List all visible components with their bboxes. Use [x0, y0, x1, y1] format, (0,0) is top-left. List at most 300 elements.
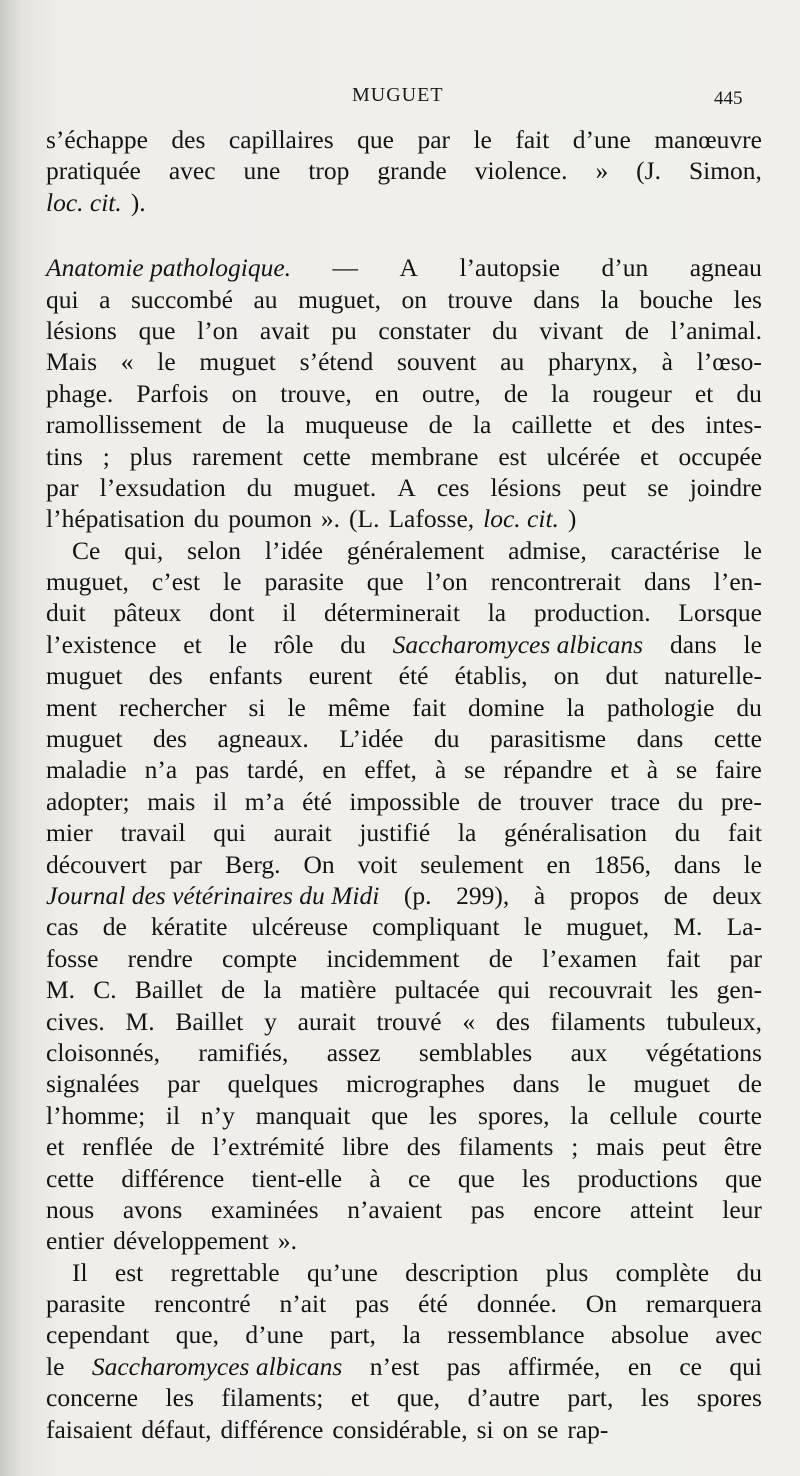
- word: recouvrait: [548, 975, 652, 1005]
- word: avec: [715, 1320, 762, 1350]
- word: rarement: [192, 441, 283, 471]
- word: muqueuse: [304, 410, 409, 440]
- word: rencontrerait: [490, 567, 621, 597]
- word: succombé: [130, 284, 233, 314]
- word: mais: [596, 1132, 645, 1162]
- word: l’hépatisation: [46, 504, 185, 534]
- word: de: [102, 912, 127, 942]
- word: pharynx,: [547, 347, 638, 377]
- text-line: [46, 1068, 762, 1099]
- word: dans: [644, 567, 691, 597]
- word: aurait: [273, 818, 332, 848]
- word: faire: [715, 755, 762, 785]
- word: développement: [113, 1226, 269, 1256]
- word: qui: [729, 1351, 762, 1381]
- word: que: [457, 1163, 495, 1193]
- word: filaments: [458, 1132, 554, 1162]
- word: des: [406, 1132, 441, 1162]
- word: 1856,: [593, 849, 651, 879]
- word: les: [521, 1163, 551, 1193]
- word: rencontré: [154, 1289, 251, 1319]
- word: que,: [175, 1320, 219, 1350]
- text-line: [46, 974, 762, 1005]
- word: M.: [673, 912, 703, 942]
- word: se: [464, 755, 486, 785]
- word: cette: [46, 1163, 95, 1193]
- word: des: [495, 1006, 530, 1036]
- text-line: [46, 1131, 762, 1162]
- word: on: [231, 378, 258, 408]
- text-line: [46, 503, 762, 534]
- text-line: [46, 1163, 762, 1194]
- word: L’idée: [339, 724, 404, 754]
- word: et: [350, 1383, 370, 1413]
- word: leur: [722, 1194, 762, 1224]
- paragraph: [46, 1257, 762, 1445]
- word: cette: [302, 441, 351, 471]
- word: semblables: [418, 1037, 533, 1067]
- word: du: [736, 1257, 762, 1287]
- word: pas: [195, 755, 230, 785]
- word: entier: [46, 1226, 105, 1256]
- word: le: [46, 1351, 65, 1381]
- word: capillaires: [228, 125, 334, 154]
- word: qui: [497, 975, 531, 1005]
- italic-word: loc. cit.: [483, 504, 559, 534]
- word: on: [401, 284, 427, 314]
- word: dut: [605, 661, 639, 691]
- word: de: [428, 410, 453, 440]
- text-line: [46, 284, 762, 315]
- word: joindre: [689, 472, 762, 502]
- word: intes-: [705, 410, 762, 440]
- text-line: [46, 155, 762, 186]
- word: pas: [446, 1351, 481, 1381]
- word: et: [46, 1132, 65, 1162]
- word: Simon,: [688, 156, 762, 186]
- word: il: [282, 598, 297, 628]
- italic-word: Saccharomyces albicans: [91, 1351, 343, 1381]
- word: généralement: [346, 535, 485, 565]
- word: muguet.: [293, 472, 377, 502]
- word: de: [222, 410, 247, 440]
- text-line: [46, 1100, 762, 1131]
- word: par: [167, 1069, 200, 1099]
- word: lésions: [46, 315, 117, 345]
- word: cloisonnés,: [46, 1037, 161, 1067]
- word: le: [223, 567, 242, 597]
- text-line: [46, 1006, 762, 1037]
- word: même: [327, 692, 391, 722]
- word: complète: [615, 1257, 710, 1287]
- word: par: [417, 125, 450, 154]
- word: d’une: [245, 1320, 304, 1350]
- paragraph: [46, 252, 762, 535]
- word: (L.: [349, 504, 380, 534]
- word: On: [303, 849, 335, 879]
- word: le: [743, 629, 762, 659]
- word: ulcéreuse: [251, 912, 348, 942]
- word: été: [418, 1289, 448, 1319]
- word: concerne: [46, 1383, 139, 1413]
- paragraph: [46, 535, 762, 1257]
- word: muguet: [46, 661, 123, 691]
- text-line: [46, 660, 762, 691]
- word: l’idée: [264, 535, 323, 565]
- word: avait: [259, 315, 310, 345]
- word: les: [670, 975, 699, 1005]
- word: le: [587, 1069, 606, 1099]
- text-line: [46, 723, 762, 754]
- word: l’autopsie: [459, 253, 560, 283]
- word: cette: [713, 724, 762, 754]
- word: impossible: [349, 786, 460, 816]
- word: bouche: [639, 284, 714, 314]
- word: se: [537, 1414, 559, 1444]
- word: être: [723, 1132, 762, 1162]
- word: filaments;: [221, 1383, 324, 1413]
- word: pu: [331, 315, 357, 345]
- word: l’animal.: [670, 315, 762, 345]
- word: matière: [299, 975, 377, 1005]
- word: Ce: [72, 535, 101, 565]
- word: Parfois: [136, 378, 209, 408]
- word: ment: [46, 692, 97, 722]
- word: naturelle-: [664, 661, 762, 691]
- word: A: [399, 253, 418, 283]
- word: »: [595, 156, 609, 186]
- word: eurent: [308, 661, 373, 691]
- word: On: [585, 1289, 617, 1319]
- word: parasite: [46, 1289, 126, 1319]
- word: fait: [515, 125, 550, 154]
- word: trouvé: [376, 1006, 442, 1036]
- word: est: [498, 441, 527, 471]
- word: généralisation: [503, 818, 648, 848]
- word: ressemblance: [447, 1320, 585, 1350]
- word: adopter;: [46, 786, 130, 816]
- text-line: [46, 187, 762, 218]
- word: le: [228, 629, 247, 659]
- word: la: [566, 692, 585, 722]
- word: ce: [407, 1163, 431, 1193]
- word: y: [264, 1006, 277, 1036]
- word: établis,: [454, 661, 528, 691]
- word: d’un: [601, 253, 649, 283]
- word: qui: [213, 818, 246, 848]
- word: phage.: [46, 378, 114, 408]
- word: compte: [222, 943, 298, 973]
- word: tient-elle: [251, 1163, 343, 1193]
- word: au: [500, 347, 525, 377]
- word: de: [503, 378, 528, 408]
- text-line: [46, 1319, 762, 1350]
- text-line: [46, 880, 762, 911]
- text-line: [46, 692, 762, 723]
- word: s’échappe: [46, 125, 148, 154]
- word: au: [253, 284, 278, 314]
- word: occupée: [678, 441, 762, 471]
- word: n’ait: [279, 1289, 327, 1319]
- word: des: [651, 410, 686, 440]
- word: la: [570, 1100, 589, 1130]
- word: l’extrémité: [212, 1132, 325, 1162]
- word: muguet: [199, 347, 276, 377]
- word: qui: [46, 284, 79, 314]
- word: du: [433, 724, 460, 754]
- word: en: [374, 378, 399, 408]
- word: à: [533, 880, 546, 910]
- text-line: [46, 535, 762, 566]
- word: micrographes: [346, 1069, 485, 1099]
- word: caractérise: [610, 535, 720, 565]
- word: l’homme;: [46, 1100, 146, 1130]
- word: à: [369, 1163, 381, 1193]
- word: dans: [512, 1069, 560, 1099]
- word: l’en-: [713, 567, 762, 597]
- text-line: [46, 378, 762, 409]
- word: ;: [102, 441, 110, 471]
- word: le: [287, 692, 306, 722]
- word: Baillet: [134, 975, 203, 1005]
- word: d’autre: [467, 1383, 540, 1413]
- word: la: [402, 1320, 421, 1350]
- word: courte: [698, 1100, 762, 1130]
- text-line: [46, 817, 762, 848]
- text-line: [46, 1225, 762, 1256]
- word: qui,: [124, 535, 164, 565]
- word: trouve,: [280, 378, 352, 408]
- word: compliquant: [372, 912, 500, 942]
- word: ramollissement: [46, 410, 202, 440]
- word: enfants: [208, 661, 283, 691]
- word: une: [243, 156, 281, 186]
- word: plus: [129, 441, 173, 471]
- word: M.: [125, 1006, 155, 1036]
- body-text: [46, 124, 762, 1445]
- word: spores: [696, 1383, 762, 1413]
- word: se: [647, 472, 669, 502]
- word: si: [248, 692, 266, 722]
- word: par: [46, 472, 79, 502]
- word: de: [488, 943, 513, 973]
- word: signalées: [46, 1069, 140, 1099]
- word: n’avaient: [347, 1194, 443, 1224]
- word: cellule: [609, 1100, 678, 1130]
- word: pas: [355, 1289, 390, 1319]
- word: maladie: [46, 755, 127, 785]
- text-line: [46, 943, 762, 974]
- word: ces: [436, 472, 470, 502]
- word: la: [551, 378, 570, 408]
- word: et: [612, 410, 631, 440]
- word: description: [405, 1257, 519, 1287]
- word: ramifiés,: [198, 1037, 289, 1067]
- word: dans: [673, 849, 721, 879]
- italic-word: Anatomie pathologique.: [46, 253, 292, 283]
- word: membrane: [370, 441, 479, 471]
- word: il: [165, 1100, 181, 1130]
- word: grande: [377, 156, 447, 186]
- word: voit: [357, 849, 398, 879]
- paragraph: [46, 124, 762, 218]
- word: tubuleux,: [666, 1006, 762, 1036]
- text-line: [46, 786, 762, 817]
- word: pultacée: [394, 975, 480, 1005]
- word: fait: [412, 692, 447, 722]
- word: de: [737, 1069, 762, 1099]
- word: Berg.: [225, 849, 281, 879]
- word: muguet,: [298, 284, 381, 314]
- word: agneau: [689, 253, 762, 283]
- word: encore: [533, 1194, 602, 1224]
- text-line: [46, 441, 762, 472]
- text-line: [46, 472, 762, 503]
- word: kératite: [150, 912, 228, 942]
- word: dont: [209, 598, 255, 628]
- word: mier: [46, 818, 93, 848]
- word: incidemment: [326, 943, 460, 973]
- word: cas: [46, 912, 79, 942]
- word: tardé,: [247, 755, 305, 785]
- word: du: [246, 472, 273, 502]
- word: production.: [533, 598, 651, 628]
- word: défaut,: [141, 1414, 212, 1444]
- word: à: [434, 755, 447, 785]
- word: de: [170, 1132, 195, 1162]
- word: duit: [46, 598, 86, 628]
- word: n’a: [144, 755, 178, 785]
- italic-word: loc. cit.: [46, 187, 122, 217]
- word: Il: [72, 1257, 88, 1287]
- word: (p.: [403, 880, 432, 910]
- word: les: [640, 1383, 670, 1413]
- running-title: MUGUET: [352, 84, 444, 106]
- word: aurait: [297, 1006, 356, 1036]
- word: ».: [320, 504, 341, 534]
- word: répandre: [503, 755, 593, 785]
- word: pas: [470, 1194, 505, 1224]
- word: m’a: [244, 786, 285, 816]
- word: du: [677, 786, 704, 816]
- text-line: [46, 754, 762, 785]
- word: part,: [329, 1320, 376, 1350]
- word: quelques: [227, 1069, 319, 1099]
- word: renflée: [82, 1132, 153, 1162]
- word: cives.: [46, 1006, 105, 1036]
- word: parasitisme: [489, 724, 607, 754]
- word: cependant: [46, 1320, 150, 1350]
- text-line: [46, 124, 762, 155]
- word: le: [743, 535, 762, 565]
- word: seulement: [420, 849, 524, 879]
- word: pre-: [720, 786, 762, 816]
- word: travail: [120, 818, 186, 848]
- paragraph-gap: [46, 218, 762, 252]
- word: rendre: [127, 943, 193, 973]
- word: de: [624, 315, 649, 345]
- word: —: [332, 253, 359, 283]
- word: M.: [46, 975, 76, 1005]
- word: ): [567, 504, 577, 534]
- word: que,: [396, 1383, 441, 1413]
- word: rap-: [567, 1414, 609, 1444]
- word: regrettable: [170, 1257, 280, 1287]
- text-line: [46, 566, 762, 597]
- word: la: [457, 818, 477, 848]
- word: trouve: [447, 284, 513, 314]
- word: assez: [326, 1037, 381, 1067]
- word: l’on: [426, 567, 468, 597]
- word: la: [600, 284, 619, 314]
- word: lésions: [490, 472, 562, 502]
- word: l’existence: [46, 629, 157, 659]
- word: trace: [610, 786, 661, 816]
- word: domine: [468, 692, 545, 722]
- word: en: [546, 849, 571, 879]
- italic-word: Saccharomyces albicans: [392, 629, 644, 659]
- word: le: [473, 125, 492, 154]
- word: spores,: [477, 1100, 550, 1130]
- word: pratiquée: [46, 156, 141, 186]
- word: la: [472, 410, 492, 440]
- word: trouver: [519, 786, 593, 816]
- word: rougeur: [592, 378, 672, 408]
- word: A: [397, 472, 416, 502]
- word: gen-: [716, 975, 762, 1005]
- word: muguet: [633, 1069, 711, 1099]
- word: été: [398, 661, 429, 691]
- word: du: [193, 504, 220, 534]
- word: l’exsudation: [99, 472, 226, 502]
- word: c’est: [151, 567, 201, 597]
- word: différence: [121, 1163, 225, 1193]
- word: et: [694, 378, 714, 408]
- word: et: [640, 441, 659, 471]
- word: végétations: [645, 1037, 762, 1067]
- word: les: [165, 1383, 194, 1413]
- word: La-: [726, 912, 762, 942]
- word: affirmée,: [508, 1351, 601, 1381]
- text-line: [46, 315, 762, 346]
- word: s’étend: [299, 347, 374, 377]
- word: la: [266, 410, 285, 440]
- word: que: [371, 1100, 409, 1130]
- word: les: [733, 284, 762, 314]
- word: du: [736, 378, 762, 408]
- word: C.: [93, 975, 117, 1005]
- word: à: [661, 347, 673, 377]
- text-line: [46, 1257, 762, 1288]
- text-line: [46, 252, 762, 283]
- word: ;: [571, 1132, 579, 1162]
- word: du: [340, 629, 366, 659]
- word: outre,: [422, 378, 481, 408]
- word: libre: [342, 1132, 389, 1162]
- text-line: [46, 911, 762, 942]
- word: l’on: [197, 315, 239, 345]
- word: du: [674, 818, 701, 848]
- word: l’examen: [542, 943, 637, 973]
- word: mais: [147, 786, 196, 816]
- page-number: 445: [714, 88, 743, 109]
- italic-word: Journal des vétérinaires du Midi: [46, 880, 380, 910]
- word: Mais: [46, 347, 97, 377]
- word: propos: [569, 880, 640, 910]
- word: par: [169, 849, 203, 879]
- running-head: [0, 80, 800, 110]
- word: muguet,: [46, 567, 129, 597]
